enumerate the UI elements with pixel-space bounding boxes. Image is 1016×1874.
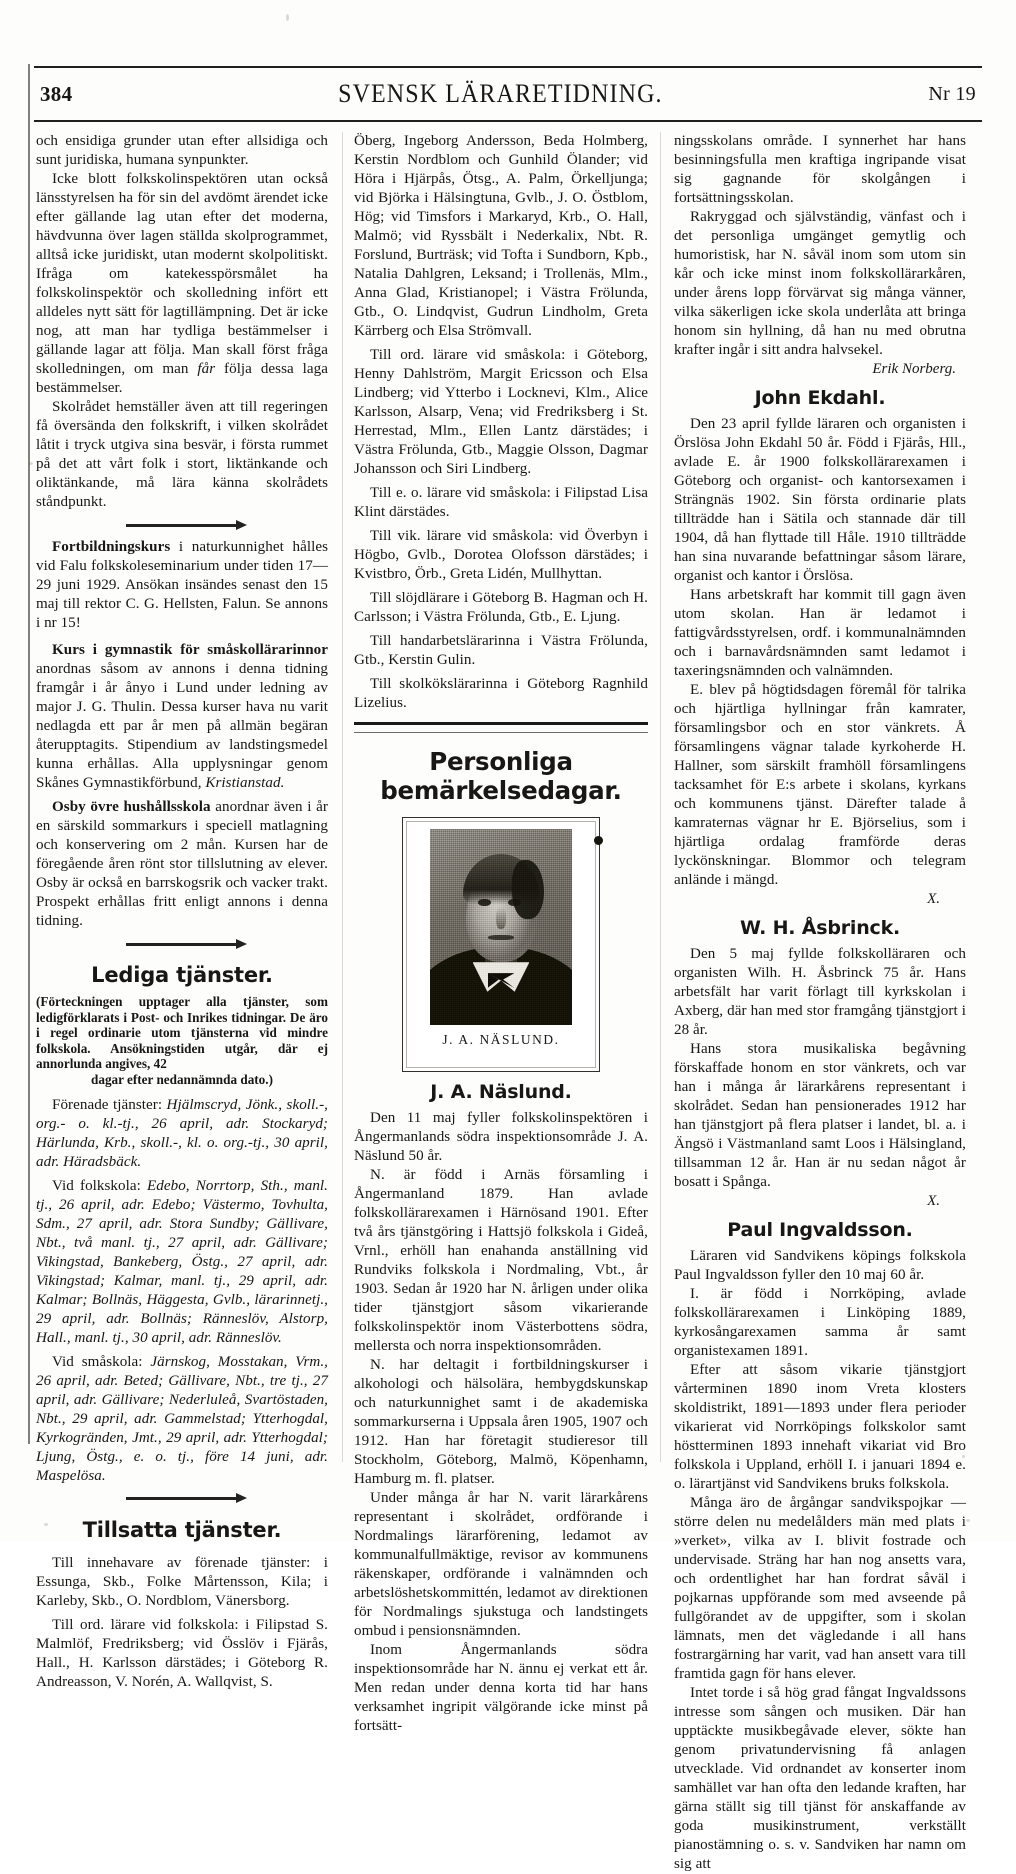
ornament-divider [36,931,328,957]
paragraph: N. är född i Arnäs församling i Ångermanland 1879. Han avlade folkskollärarexamen i Härnösand 1901. Efter två års tjänstgöring i Hattsjö folkskola i Gideå, Vrnl., erhöll han enahanda anställning vid Rundviks folkskola i Nordmaling, Vbt., år 1903. Sedan år 1920 har N. årligen under olika tider tjänstgjort såsom vikarierande folkskolinspektör inom Västerbottens södra, mellersta och norra inspektionsområden. [354,1167,648,1354]
article-signature-asbrinck: X. [927,1193,940,1209]
three-column-layout [36,132,984,1872]
article-signature-naslund: Erik Norberg. [872,361,956,377]
portrait-photo-naslund [430,829,572,1025]
paragraph: Den 11 maj fyller folkskolinspektören i Ångermanlands södra inspektionsområde J. A. Näslund 50 år. [354,1110,648,1164]
person-heading-asbrinck: W. H. Åsbrinck. [739,917,901,939]
page-number: 384 [40,81,73,106]
section-heading-tillsatta-tjanster: Tillsatta tjänster. [82,1517,282,1542]
paragraph: Rakryggad och självständig, vänfast och i det personliga umgänget gemytlig och humoristisk, har N. såväl inom som utom sin kår och icke minst inom folkskollärarkåren, under årens lopp förvärvat sig många vänner, vilka säkerligen icke skola underlåta att bringa honom sin hyllning, då han nu med obrutna krafter ingår i sitt andra halvsekel. [674,209,966,358]
paragraph: Efter att såsom vikarie tjänstgjort vårterminen 1890 inom Vreta klosters skoldistrikt, 1891—1893 under flera perioder vikarierat vid Norrköpings folkskolor samt höstterminen 1893 innehaft vikariat vid Bro folkskola i Uppland, erhöll I. i januari 1894 e. o. lärartjänst vid Sandvikens bruks folkskola. [674,1362,966,1492]
paragraph: Den 5 maj fyllde folkskolläraren och organisten Wilh. H. Åsbrinck 75 år. Hans arbetsfält har varit förlagt till kyrkskolan i Axberg, där han med stor framgång tjänstgjort i 28 år. [674,946,966,1038]
paragraph: E. blev på högtidsdagen föremål för talrika och hjärtliga hyllningar från kamrater, församlingsbor och en stor vänkrets. Å församlingens vägnar talade kyrkoherde H. Hallner, som särskilt framhöll församlingens tacksamhet för E:s arbete i skolans, kyrkans och kommunens tjänst. Därefter talade å kamraternas vägnar hr E. Björselius, som i hjärtliga ordalag framförde deras lyckönskningar. Blommor och telegram anlände i mängd. [674,682,966,888]
section-heading-personliga-bemarkelsedagar: Personliga bemärkelsedagar. [380,747,622,805]
appointed-entry: Till e. o. lärare vid småskola: i Filipstad Lisa Klint därstädes. [354,485,648,520]
portrait-frame [402,817,600,1072]
appointed-entry: Till ord. lärare vid småskola: i Göteborg, Henny Dahlström, Margit Ericsson och Elsa Lindberg; vid Ytterbo i Locknevi, Klm., Alice Karlsson, Alsarp, Vena; vid Fredriksberg i St. Herrestad, Mlm., Ellen Lantz därstädes; i Västra Frölunda, Gtb., Maggie Olsson, Dagmar Johansson och Siri Lindberg. [354,347,648,477]
ornament-divider [36,1486,328,1512]
publication-title: SVENSK LÄRARETIDNING. [338,78,663,108]
vacancy-group-forenade: Förenade tjänster: Hjälmscryd, Jönk., skoll.-, org.- o. kl.-tj., 26 april, adr. Stockaryd; Härlunda, Krb., skoll.-, kl. o. org.-tj., 30 april, adr. Häradsbäck. [36,1096,328,1170]
paragraph: Den 23 april fyllde läraren och organisten i Örslösa John Ekdahl 50 år. Född i Fjärås, Hll., avlade E. år 1900 folkskollärarexamen i Göteborg och organist- och kantorsexamen i Strängnäs 1902. Sin första ordinarie plats tillträdde han i Sätila och stannade där till 1904, då han flyttade till Håle. 1910 tillträdde han sina nuvarande befattningar såsom lärare, organist och kantor i Örslösa. [674,416,966,584]
appointed-entry: Till ord. lärare vid folkskola: i Filipstad S. Malmlöf, Fredriksberg; vid Össlöv i Fjärås, Hall., H. Karlsson därstädes; i Göteborg R. Andreasson, V. Norén, A. Wallqvist, S. [36,1616,328,1690]
paragraph: och ensidiga grunder utan efter allsidiga och sunt juridiska, humana synpunkter. [36,133,328,168]
appointed-entry: Till slöjdlärare i Göteborg B. Hagman och H. Carlsson; i Västra Frölunda, Gtb., E. Ljung. [354,590,648,625]
article-signature-ekdahl: X. [927,891,940,907]
paragraph: Hans arbetskraft har kommit till gagn även utom skolan. Han är ledamot i fattigvårdsstyrelsen, ordf. i kommunalnämnden och i barnavårdsnämnden samt ledamot i taxeringsnämnden och valnämnden. [674,587,966,679]
appointed-entry: Till skolkökslärarinna i Göteborg Ragnhild Lizelius. [354,676,648,711]
issue-number: Nr 19 [928,82,976,105]
person-heading-ekdahl: John Ekdahl. [754,387,886,409]
masthead [34,66,982,122]
appointed-entry: Till innehavare av förenade tjänster: i Essunga, Skb., Folke Mårtensson, Kila; i Karleby, Skb., O. Nordblom, Vänersborg. [36,1554,328,1609]
paragraph: Under många år har N. varit lärarkårens representant i skolrådet, ordförande i Nordmalings lärarförening, ledamot av kommunalfullmäktige, revisor av kommunens räkenskaper, ordförande i valnämnden och arbetslöshetskommittén, ledamot av direktionen för Nordmalings sjukstuga och landstingets ombud i pensionsnämnden. [354,1490,648,1639]
scan-artifact-dot [594,836,603,845]
paragraph: Intet torde i så hög grad fångat Ingvaldssons intresse som sången och musiken. Där han upptäckte musikbegåvade elever, sökte han genom privatundervisning få anlagen utvecklade. Vid ordnandet av konserter inom samhället var han ofta den ledande kraften, har gärna ställt sig till tjänst för anskaffande av goda musikinstrument, verkställt pianostämning o. s. v. Sandviken har namn om sig att [674,1685,966,1872]
portrait-caption: J. A. NÄSLUND. [442,1032,560,1047]
paragraph: I. är född i Norrköping, avlade folkskollärarexamen i Linköping 1889, kyrkosångarexamen samma år samt organistexamen 1891. [674,1286,966,1359]
heavy-rule-divider [354,722,648,733]
vacancies-preamble: (Förteckningen upptager alla tjänster, som ledigförklarats i Post- och Inrikes tidningar. De äro i regel ordinarie utom tjänsterna vid mindre folkskola. Ansökningstiden utgår, där ej annorlunda angives, 42 dagar efter nedannämnda dato.) [36,994,328,1087]
section-heading-lediga-tjanster: Lediga tjänster. [91,963,273,987]
paragraph: Läraren vid Sandvikens köpings folkskola Paul Ingvaldsson fyller den 10 maj 60 år. [674,1248,966,1283]
paragraph: Många äro de årgångar sandvikspojkar — större delen nu medelålders män med plats i »verket», vilka av I. blivit fostrade och undervisade. Sträng har han nog ansetts vara, och ordentlighet har han fordrat såväl i pojkarnas uppförande som med avseende på fullgörandet av de uppgifter, som i skolan lämnats, men det vägledande i all hans fostrargärning har varit, vad han ansett vara till framtida gagn för hans elever. [674,1495,966,1682]
appointed-entry: Till vik. lärare vid småskola: vid Överbyn i Högbo, Gvlb., Dorotea Olofsson därstädes; i Kvistbro, Örb., Greta Lidén, Mullhyttan. [354,528,648,582]
paragraph: Inom Ångermanlands södra inspektionsområde har N. ännu ej verkat ett år. Men redan under denna korta tid har hans verksamhet ingripit välgörande icke minst på fortsätt- [354,1642,648,1734]
notice-fortbildningskurs: Fortbildningskurs i naturkunnighet hålles vid Falu folkskoleseminarium under tiden 17—29 juni 1929. Ansökan insändes senast den 15 maj till rektor C. G. Hellsten, Falun. Se annons i nr 15! [36,539,328,631]
paragraph: N. har deltagit i fortbildningskurser i alkohologi och hälsolära, hembygdskunskap och naturkunnighet samt i de akademiska sommarkurserna i Uppsala åren 1905, 1907 och 1912. Han har företagit studieresor till Stockholm, Göteborg, Malmö, Köpenhamn, Hamburg m. fl. platser. [354,1357,648,1487]
paragraph: ningsskolans område. I synnerhet har hans besinningsfulla men kraftiga ingripande visat sig gagnande för skolgången i fortsättningsskolan. [674,133,966,206]
page-edge-rule [28,64,30,1444]
notice-gymnastikkurs: Kurs i gymnastik för småskollärarinnor anordnas såsom av annons i denna tidning framgår i år ånyo i Lund under ledning av major J. G. Thulin. Dessa kurser hava nu varit nedlagda ett par år men på allmän begäran återupptagits. Stipendium av landstingsmedel kunna erhållas. Alla upplysningar genom Skånes Gymnastikförbund, Kristianstad. [36,642,328,791]
vacancy-group-folkskola: Vid folkskola: Edebo, Norrtorp, Sth., manl. tj., 26 april, adr. Edebo; Västermo, Tovhulta, Sdm., 27 april, adr. Stora Sundby; Gällivare, Nbt., två manl. tj., 27 april, adr. Gällivare; Vikingstad, Bankeberg, Östg., 27 april, adr. Vikingstad; Kalmar, manl. tj., 29 april, adr. Kalmar; Bollnäs, Häggesta, Gvlb., lärarinnetj., 29 april, adr. Bollnäs; Ränneslöv, Alstorp, Hall., manl. tj., 30 april, adr. Ränneslöv. [36,1177,328,1346]
column-3 [660,132,966,1872]
person-heading-naslund: J. A. Näslund. [430,1081,572,1103]
person-heading-ingvaldsson: Paul Ingvaldsson. [727,1219,913,1241]
appointed-entry: Till handarbetslärarinna i Västra Frölunda, Gtb., Kerstin Gulin. [354,633,648,668]
paragraph: Icke blott folkskolinspektören utan också länsstyrelsen ha för sin del avdömt ärendet icke efter gällande lag utan efter det moderna, hävdvunna över lagen ställda skolprogrammet, alltså icke juridiskt, utan modernt skolpolitiskt. Ifråga om katekesspörsmålet ha folkskolinspektör och skolledning infört ett alldeles nytt sätt för lagtillämpning. Det är icke nog, att man har tydliga bestämmelser i gällande lagar att följa. Man skall först fråga skolledningen, om man får följa dessa laga bestämmelser. [36,171,328,396]
column-1 [36,132,342,1690]
ornament-divider [36,512,328,538]
paragraph: Hans stora musikaliska begåvning förskaffade honom en stor vänkrets, och var han i många år lärarkårens representant i skolrådet. Sedan han pensionerades 1912 har han tjänstgjort på flera platser i landet, bl. a. i Ängsö i Västmanland samt Loos i Hälsingland, tillsamman 12 år. Han är nu sedan något år bosatt i Spånga. [674,1041,966,1190]
vacancy-group-smaskola: Vid småskola: Järnskog, Mosstakan, Vrm., 26 april, adr. Beted; Gällivare, Nbt., tre tj., 27 april, adr. Gällivare; Nederluleå, Svartöstaden, Nbt., 29 april, adr. Gammelstad; Ytterhogdal, Kyrkogränden, Jmt., 29 april, adr. Ytterhogdal; Ljung, Östg., e. o. tj., före 14 juni, adr. Maspelösa. [36,1353,328,1484]
notice-hushallsskola: Osby övre hushållsskola anordnar även i år en särskild sommarkurs i speciell matlagning och konservering om 2 mån. Kursen har de föregående åren rönt stor tillslutning av elever. Osby är också en barrskogsrik och vacker trakt. Prospekt erhållas fritt enligt annons i denna tidning. [36,799,328,929]
column-2 [342,132,660,1734]
appointed-continued: Öberg, Ingeborg Andersson, Beda Holmberg, Kerstin Nordblom och Gunhild Ölander; vid Höra i Hjärpås, Ötsg., A. Palm, Örkelljunga; vid Björka i Hälsingtuna, Gvlb., J. O. Östblom, Hög; vid Timsfors i Markaryd, Krb., O. Hall, Malmö; vid Ryssbält i Nederkalix, Nbt. R. Forslund, Burträsk; vid Tofta i Sundborn, Kpb., Natalia Dahlgren, Leksand; i Trollenäs, Mlm., Anna Glad, Kristianopel; i Västra Frölunda, Gtb., O. Lindqvist, Gudrun Lindholm, Greta Kärrberg och Elsa Strömvall. [354,133,648,339]
paragraph: Skolrådet hemställer även att till regeringen få översända den folkskrift, i vilken skolrådet låtit i tryck utgiva sina besvär, i första rummet på det att vårt folk i stort, liktänkande och oliktänkande, må lära känna skolrådets ståndpunkt. [36,399,328,510]
